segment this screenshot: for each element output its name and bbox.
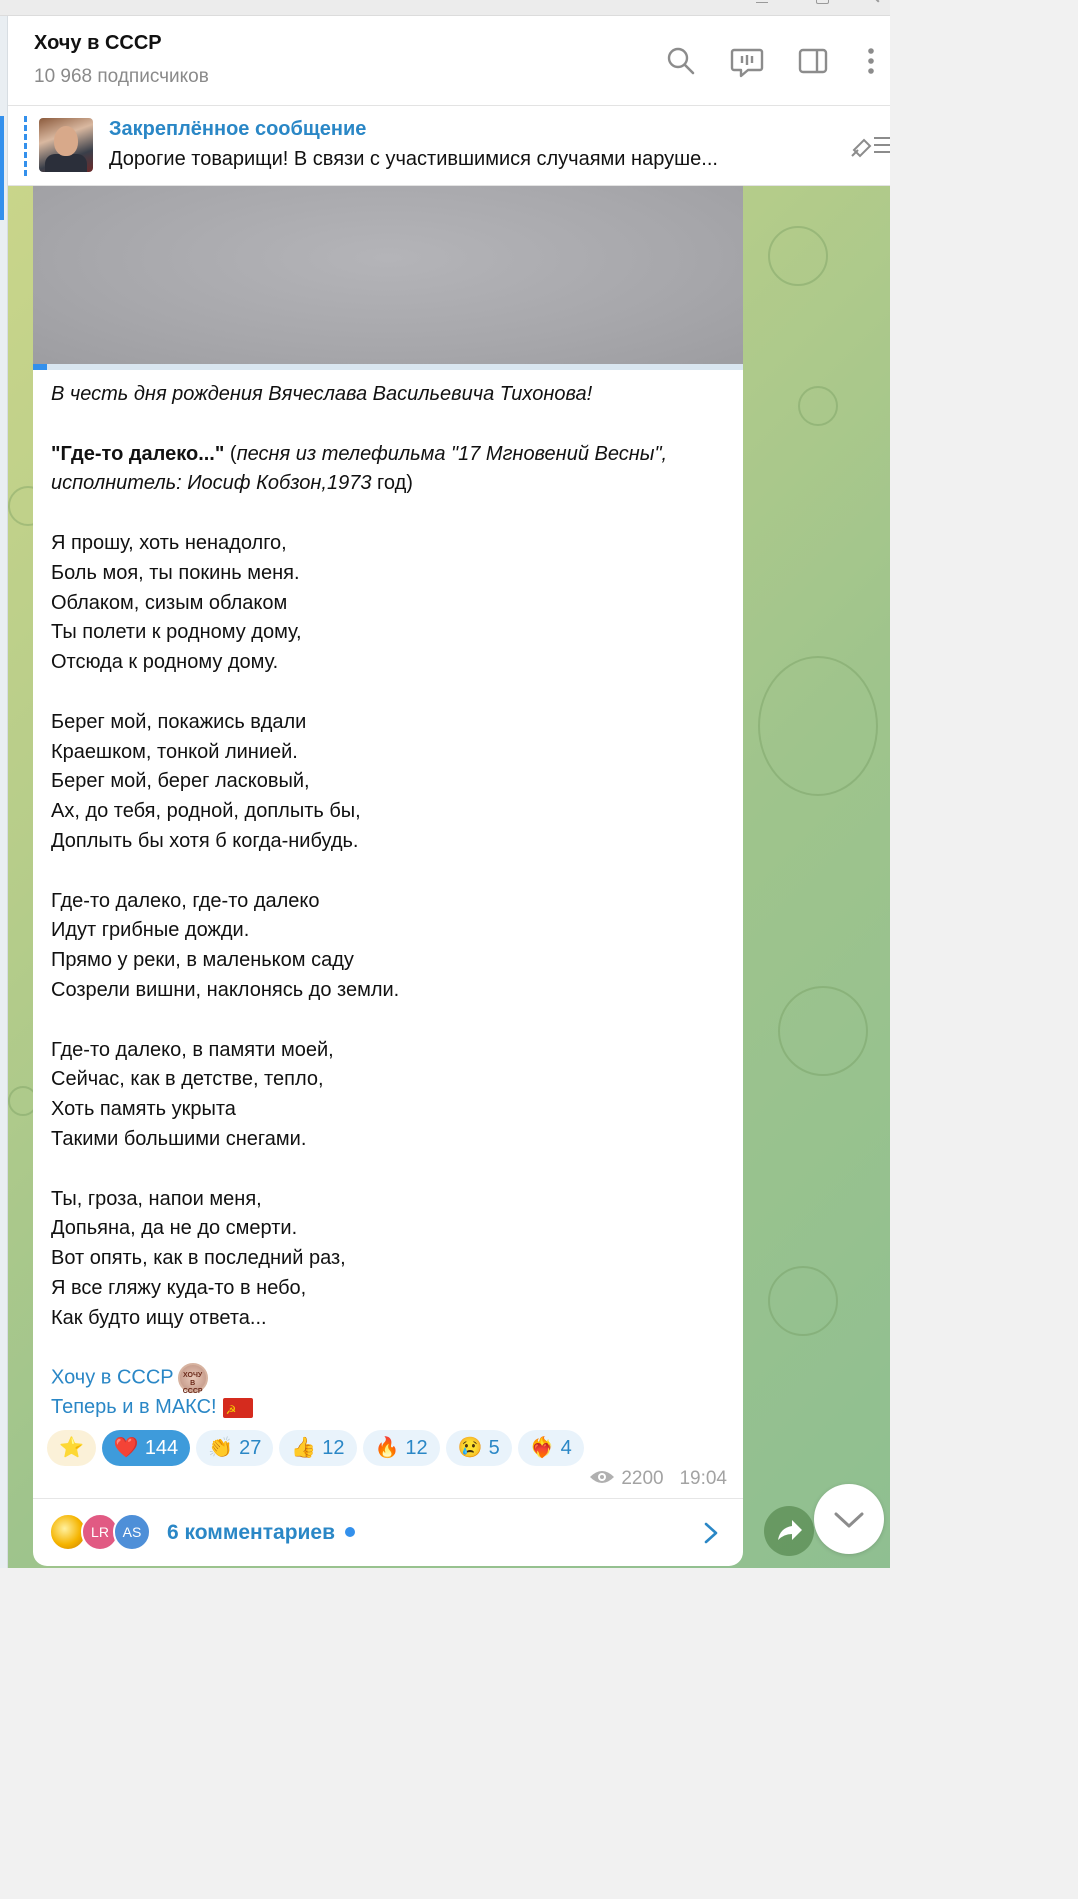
pinned-preview: Дорогие товарищи! В связи с участившимися случаями наруше... — [109, 148, 718, 170]
minimize-icon[interactable] — [752, 0, 772, 6]
text-line — [51, 1244, 731, 1274]
reaction-count: 27 — [239, 1437, 262, 1459]
sidebar-toggle-icon[interactable] — [796, 44, 830, 78]
comments-label: 6 комментариев — [167, 1521, 336, 1544]
post-photo[interactable] — [33, 186, 743, 366]
reaction-button[interactable] — [102, 1430, 190, 1466]
blank-line — [51, 499, 731, 529]
background-doodle — [798, 386, 838, 426]
text-span: Я все гляжу куда-то в небо, — [51, 1276, 307, 1299]
reactions-bar — [47, 1430, 590, 1466]
pinned-thumbnail — [39, 118, 93, 172]
views-icon — [589, 1469, 615, 1485]
view-count: 2200 — [621, 1468, 664, 1489]
commenter-avatar: AS — [113, 1513, 151, 1551]
text-line — [51, 1274, 731, 1304]
text-line — [51, 797, 731, 827]
text-span: Как будто ищу ответа... — [51, 1306, 267, 1329]
text-line — [51, 738, 731, 768]
blank-line — [51, 1155, 731, 1185]
share-button[interactable] — [764, 1506, 814, 1556]
text-span: Где-то далеко, в памяти моей, — [51, 1038, 334, 1061]
text-line — [51, 916, 731, 946]
background-doodle — [768, 1266, 838, 1336]
background-doodle — [758, 656, 878, 796]
more-vertical-icon[interactable] — [854, 44, 888, 78]
footer-line — [51, 1393, 731, 1423]
reaction-button[interactable] — [518, 1430, 584, 1466]
media-progress-bar — [33, 364, 743, 370]
text-line — [51, 1095, 731, 1125]
discuss-icon[interactable] — [730, 44, 764, 78]
channel-link[interactable]: Хочу в СССР — [51, 1366, 174, 1389]
reaction-button[interactable] — [279, 1430, 356, 1466]
text-line — [51, 708, 731, 738]
pinned-title: Закреплённое сообщение — [109, 118, 367, 140]
chat-background — [8, 186, 890, 1568]
search-icon[interactable] — [664, 44, 698, 78]
text-span: Где-то далеко, где-то далеко — [51, 889, 320, 912]
blank-line — [51, 1334, 731, 1364]
footer-line — [51, 1363, 731, 1396]
pinned-message-bar[interactable] — [8, 106, 890, 186]
text-span: Отсюда к родному дому. — [51, 651, 279, 674]
text-span: Хоть память укрыта — [51, 1098, 236, 1121]
channel-post[interactable] — [33, 186, 743, 1566]
channel-title[interactable]: Хочу в СССР — [34, 32, 162, 54]
selected-chat-indicator — [0, 116, 4, 220]
text-span: Ты полети к родному дому, — [51, 621, 302, 644]
text-span: Ах, до тебя, родной, доплыть бы, — [51, 800, 361, 823]
text-span: ( — [224, 442, 237, 465]
text-line — [51, 887, 731, 917]
text-line — [51, 1036, 731, 1066]
reaction-emoji-icon: 🔥 — [374, 1437, 400, 1459]
background-doodle — [778, 986, 868, 1076]
reaction-count: 144 — [144, 1437, 179, 1459]
text-span: "Где-то далеко..." — [51, 442, 225, 465]
blank-line — [51, 678, 731, 708]
text-line — [51, 618, 731, 648]
text-line — [51, 827, 731, 857]
reaction-count: 4 — [560, 1437, 572, 1459]
text-span: исполнитель: Иосиф Кобзон,1973 — [51, 472, 378, 495]
pinned-list-icon[interactable] — [848, 130, 890, 160]
comments-button[interactable] — [33, 1498, 743, 1566]
pinned-indicator — [24, 116, 27, 176]
text-span: Облаком, сизым облаком — [51, 591, 288, 614]
max-link[interactable]: Теперь и в МАКС! — [51, 1396, 217, 1419]
channel-header[interactable] — [8, 16, 890, 106]
share-arrow-icon — [764, 1506, 814, 1556]
text-span: Созрели вишни, наклонясь до земли. — [51, 978, 400, 1001]
text-line — [51, 1214, 731, 1244]
text-line — [51, 469, 731, 499]
text-span: песня из телефильма "17 Мгновений Весны", — [236, 442, 668, 465]
text-span: Идут грибные дожди. — [51, 919, 250, 942]
post-text — [51, 380, 731, 1423]
scroll-down-button[interactable] — [814, 1484, 884, 1554]
reaction-button[interactable] — [446, 1430, 512, 1466]
reaction-count: 5 — [488, 1437, 500, 1459]
text-line — [51, 1185, 731, 1215]
reaction-button[interactable] — [363, 1430, 440, 1466]
reaction-emoji-icon: ⭐ — [59, 1437, 84, 1459]
text-line — [51, 976, 731, 1006]
text-span: Берег мой, берег ласковый, — [51, 770, 310, 793]
post-meta — [589, 1468, 727, 1490]
post-time: 19:04 — [679, 1468, 727, 1489]
text-line — [51, 529, 731, 559]
reaction-emoji-icon: 👍 — [291, 1437, 317, 1459]
text-line — [51, 767, 731, 797]
text-line — [51, 1125, 731, 1155]
text-line — [51, 589, 731, 619]
text-line — [51, 1304, 731, 1334]
ussr-badge-emoji: ХОЧУ В СССР — [178, 1363, 208, 1393]
text-span: Я прошу, хоть ненадолго, — [51, 531, 287, 554]
subscriber-count: 10 968 подписчиков — [34, 66, 209, 87]
text-span: Такими большими снегами. — [51, 1127, 307, 1150]
text-span: Прямо у реки, в маленьком саду — [51, 949, 354, 972]
text-line — [51, 1065, 731, 1095]
reaction-button[interactable] — [196, 1430, 273, 1466]
text-line — [51, 440, 731, 470]
text-span: Берег мой, покажись вдали — [51, 710, 307, 733]
text-span: Допьяна, да не до смерти. — [51, 1217, 298, 1240]
text-line — [51, 380, 731, 410]
chat-list-edge — [0, 16, 8, 1568]
blank-line — [51, 1006, 731, 1036]
chevron-down-icon — [814, 1484, 884, 1554]
blank-line — [51, 857, 731, 887]
commenter-avatar: LR — [81, 1513, 119, 1551]
window-titlebar — [0, 0, 890, 16]
close-icon[interactable] — [866, 0, 886, 6]
background-doodle — [768, 226, 828, 286]
text-line — [51, 946, 731, 976]
text-span: год) — [377, 472, 413, 495]
maximize-icon[interactable] — [812, 0, 832, 6]
text-span: Краешком, тонкой линией. — [51, 740, 298, 763]
unread-dot — [345, 1527, 355, 1537]
reaction-count: 12 — [322, 1437, 345, 1459]
text-span: В честь дня рождения Вячеслава Васильевича Тихонова! — [51, 383, 593, 405]
blank-line — [51, 410, 731, 440]
text-span: Боль моя, ты покинь меня. — [51, 561, 300, 584]
reaction-count: 12 — [405, 1437, 428, 1459]
text-line — [51, 648, 731, 678]
reaction-emoji-icon: 👏 — [208, 1437, 234, 1459]
chevron-right-icon — [701, 1521, 721, 1545]
ussr-flag-icon — [223, 1398, 253, 1418]
text-span: Сейчас, как в детстве, тепло, — [51, 1068, 324, 1091]
reaction-emoji-icon: 😢 — [457, 1437, 483, 1459]
text-span: Ты, гроза, напои меня, — [51, 1187, 262, 1210]
reaction-emoji-icon: ❤️‍🔥 — [529, 1437, 555, 1459]
media-progress-fill — [33, 364, 47, 370]
text-span: Вот опять, как в последний раз, — [51, 1247, 346, 1270]
text-line — [51, 559, 731, 589]
reaction-emoji-icon: ❤️ — [113, 1437, 139, 1459]
text-span: Доплыть бы хотя б когда-нибудь. — [51, 829, 359, 852]
comments-count — [167, 1521, 355, 1545]
reaction-button[interactable] — [47, 1430, 96, 1466]
